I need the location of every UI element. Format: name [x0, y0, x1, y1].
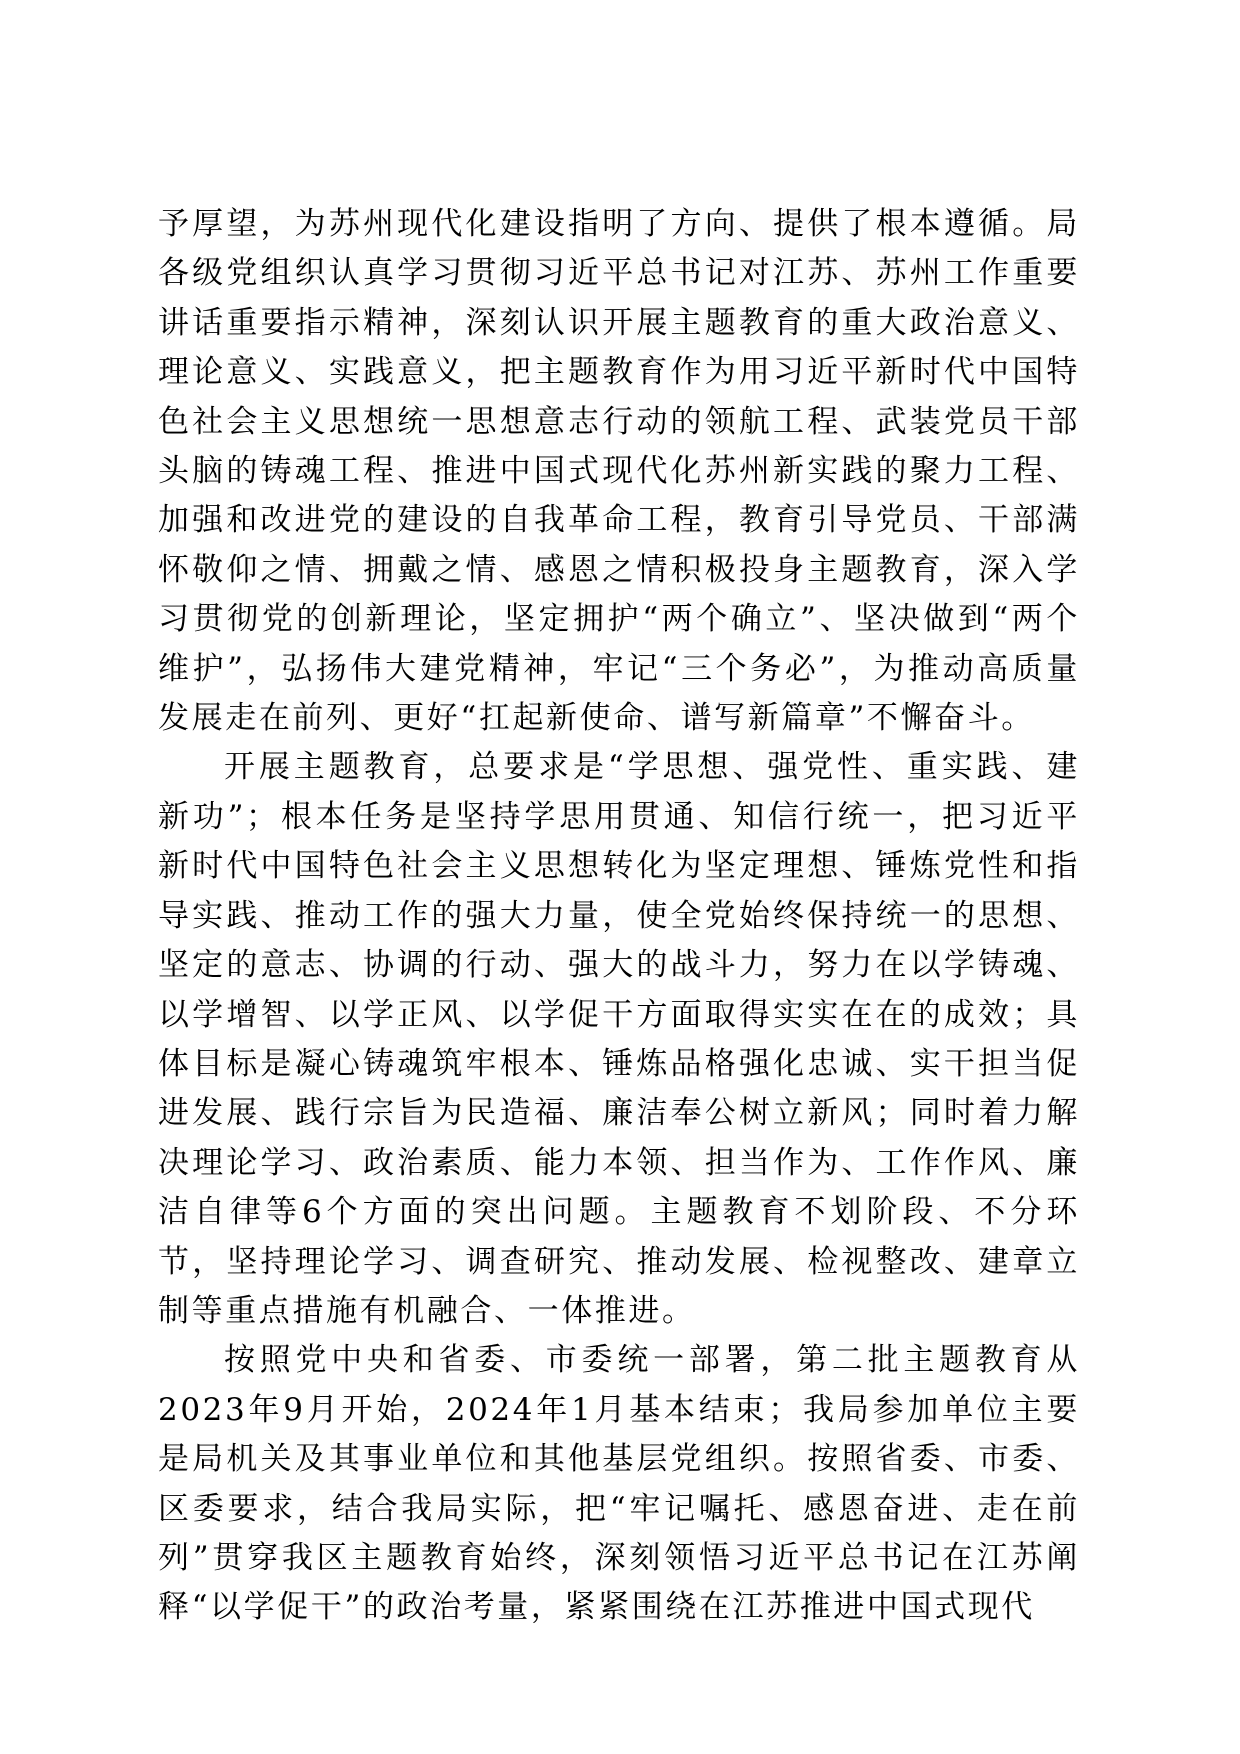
paragraph-deployment: 按照党中央和省委、市委统一部署，第二批主题教育从2023年9月开始，2024年1月基本结束；我局参加单位主要是局机关及其事业单位和其他基层党组织。按照省委、市委、区委要求，结合我局实际，把“牢记嘱托、感恩奋进、走在前列”贯穿我区主题教育始终，深刻领悟习近平总书记在江苏阐释“以学促干”的政治考量，紧紧围绕在江苏推进中国式现代: [158, 1342, 1080, 1626]
paragraph-general-requirements: 开展主题教育，总要求是“学思想、强党性、重实践、建新功”；根本任务是坚持学思用贯通、知信行统一，把习近平新时代中国特色社会主义思想转化为坚定理想、锤炼党性和指导实践、推动工作的强大力量，使全党始终保持统一的思想、坚定的意志、协调的行动、强大的战斗力，努力在以学铸魂、以学增智、以学正风、以学促干方面取得实实在在的成效；具体目标是凝心铸魂筑牢根本、锤炼品格强化忠诚、实干担当促进发展、践行宗旨为民造福、廉洁奉公树立新风；同时着力解决理论学习、政治素质、能力本领、担当作为、工作作风、廉洁自律等6个方面的突出问题。主题教育不划阶段、不分环节，坚持理论学习、调查研究、推动发展、检视整改、建章立制等重点措施有机融合、一体推进。: [158, 749, 1080, 1329]
document-body: [158, 200, 1080, 1633]
paragraph-continuation: 予厚望，为苏州现代化建设指明了方向、提供了根本遵循。局各级党组织认真学习贯彻习近平总书记对江苏、苏州工作重要讲话重要指示精神，深刻认识开展主题教育的重大政治意义、理论意义、实践意义，把主题教育作为用习近平新时代中国特色社会主义思想统一思想意志行动的领航工程、武装党员干部头脑的铸魂工程、推进中国式现代化苏州新实践的聚力工程、加强和改进党的建设的自我革命工程，教育引导党员、干部满怀敬仰之情、拥戴之情、感恩之情积极投身主题教育，深入学习贯彻党的创新理论，坚定拥护“两个确立”、坚决做到“两个维护”，弘扬伟大建党精神，牢记“三个务必”，为推动高质量发展走在前列、更好“扛起新使命、谱写新篇章”不懈奋斗。: [158, 206, 1080, 737]
